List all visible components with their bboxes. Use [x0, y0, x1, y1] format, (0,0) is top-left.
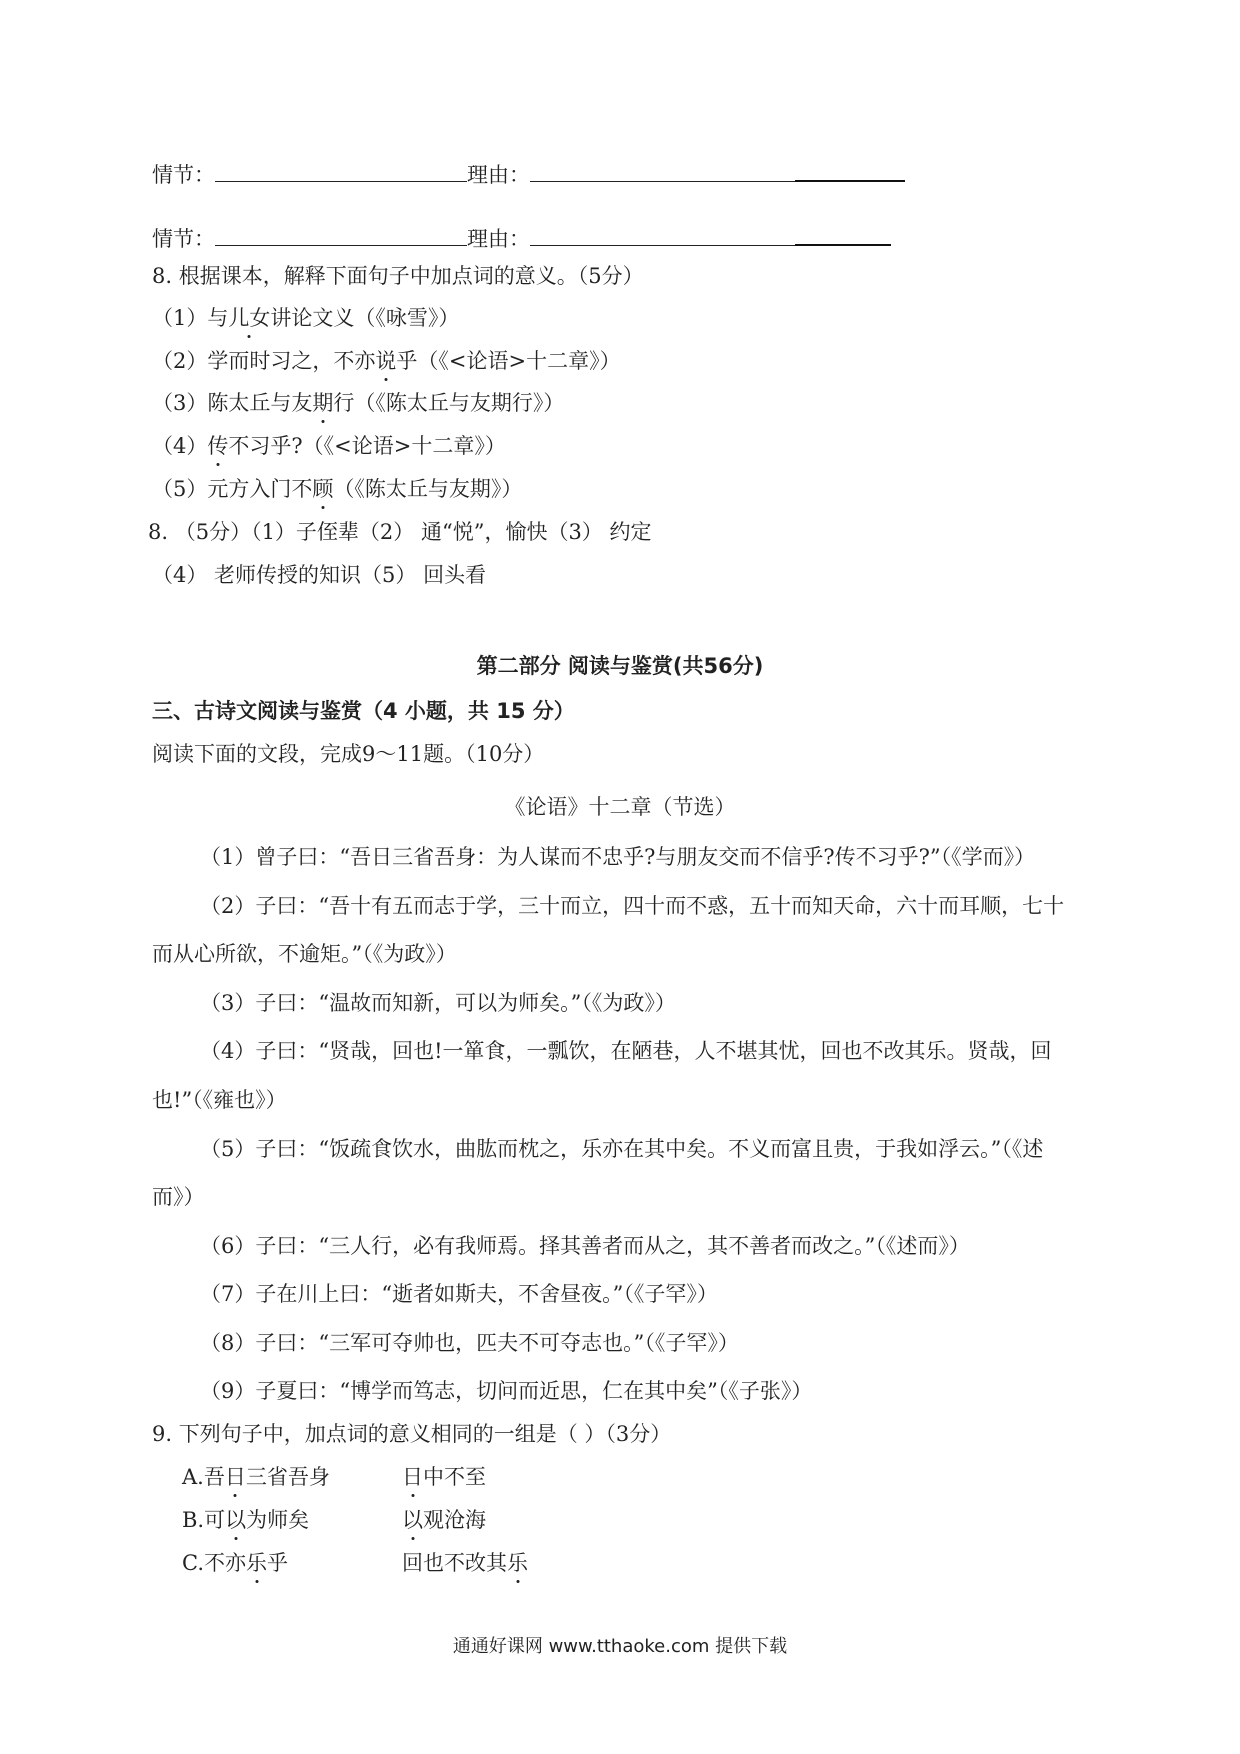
passage-line: （1）曾子曰：“吾日三省吾身：为人谋而不忠乎?与朋友交而不信乎?传不习乎?”（《学而》） — [200, 845, 1036, 869]
passage-line: （5）子曰：“饭疏食饮水，曲肱而枕之，乐亦在其中矣。不义而富且贵，于我如浮云。”（《述 — [200, 1137, 1044, 1161]
dotted-word: 日 — [224, 1465, 246, 1489]
reason-label: 理由： — [467, 163, 530, 187]
dotted-word: 期 — [312, 391, 334, 415]
plot-reason-line-2 — [152, 224, 891, 253]
q9-option-c[interactable]: C.不亦乐乎 — [182, 1551, 288, 1575]
q9-option-a-compare: 日中不至 — [402, 1465, 486, 1489]
passage-line: （2）子曰：“吾十有五而志于学，三十而立，四十而不惑，五十而知天命，六十而耳顺，七十 — [200, 894, 1065, 918]
dotted-word: 乐 — [246, 1551, 267, 1575]
q8-item-1: （1）与儿女讲论文义（《咏雪》） — [152, 306, 460, 330]
q8-item-5: （5）元方入门不顾（《陈太丘与友期》） — [152, 477, 523, 501]
reason-blank[interactable] — [530, 225, 795, 246]
passage-line: （9）子夏曰：“博学而笃志，切问而近思，仁在其中矣”（《子张》） — [200, 1379, 813, 1403]
reason-blank-extension[interactable] — [795, 160, 905, 182]
dotted-word: 顾 — [312, 477, 334, 501]
dotted-word: 以 — [225, 1508, 247, 1532]
reason-blank-extension[interactable] — [795, 224, 891, 246]
dotted-word: 日 — [402, 1465, 423, 1489]
q9-question: 9. 下列句子中，加点词的意义相同的一组是（ ）（3分） — [152, 1422, 672, 1446]
passage-line: （3）子曰：“温故而知新，可以为师矣。”（《为政》） — [200, 991, 676, 1015]
plot-label: 情节： — [152, 227, 215, 251]
passage-title: 《论语》十二章（节选） — [504, 795, 736, 819]
plot-blank[interactable] — [215, 225, 467, 246]
reading-intro: 阅读下面的文段，完成9～11题。（10分） — [152, 742, 545, 766]
q9-option-a[interactable]: A.吾日三省吾身 — [182, 1465, 330, 1489]
dotted-word: 儿女 — [228, 306, 271, 330]
dotted-word: 以 — [402, 1508, 423, 1532]
plot-blank[interactable] — [215, 161, 467, 182]
q8-answer-line-2: （4） 老师传授的知识（5） 回头看 — [152, 563, 487, 587]
dotted-word: 说 — [375, 349, 397, 373]
dotted-word: 乐 — [507, 1551, 528, 1575]
footer-credit: 通通好课网 www.tthaoke.com 提供下载 — [452, 1636, 788, 1657]
q9-option-b-compare: 以观沧海 — [402, 1508, 486, 1532]
plot-label: 情节： — [152, 163, 215, 187]
q8-answer-line-1: 8. （5分）（1）子侄辈（2） 通“悦”，愉快（3） 约定 — [148, 520, 652, 544]
reason-label: 理由： — [467, 227, 530, 251]
q8-item-4: （4）传不习乎?（《<论语>十二章》） — [152, 434, 506, 458]
q8-item-2: （2）学而时习之，不亦说乎（《<论语>十二章》） — [152, 349, 621, 373]
passage-line: 也!”（《雍也》） — [152, 1088, 287, 1112]
passage-line: 而》） — [152, 1185, 205, 1209]
plot-reason-line-1 — [152, 160, 905, 189]
dotted-word: 传 — [207, 434, 229, 458]
passage-line: （7）子在川上曰：“逝者如斯夫，不舍昼夜。”（《子罕》） — [200, 1282, 718, 1306]
reason-blank[interactable] — [530, 161, 795, 182]
q8-item-3: （3）陈太丘与友期行（《陈太丘与友期行》） — [152, 391, 565, 415]
q9-option-b[interactable]: B.可以为师矣 — [182, 1508, 310, 1532]
passage-line: 而从心所欲，不逾矩。”（《为政》） — [152, 942, 457, 966]
passage-line: （6）子曰：“三人行，必有我师焉。择其善者而从之，其不善者而改之。”（《述而》） — [200, 1234, 970, 1258]
passage-line: （4）子曰：“贤哉，回也!一箪食，一瓢饮，在陋巷，人不堪其忧，回也不改其乐。贤哉，回 — [200, 1039, 1052, 1063]
q8-question: 8. 根据课本，解释下面句子中加点词的意义。（5分） — [152, 264, 644, 288]
passage-line: （8）子曰：“三军可夺帅也，匹夫不可夺志也。”（《子罕》） — [200, 1331, 739, 1355]
section3-title: 三、古诗文阅读与鉴赏（4 小题，共 15 分） — [152, 699, 575, 723]
part2-title: 第二部分 阅读与鉴赏(共56分) — [476, 654, 764, 678]
q9-option-c-compare: 回也不改其乐 — [402, 1551, 528, 1575]
